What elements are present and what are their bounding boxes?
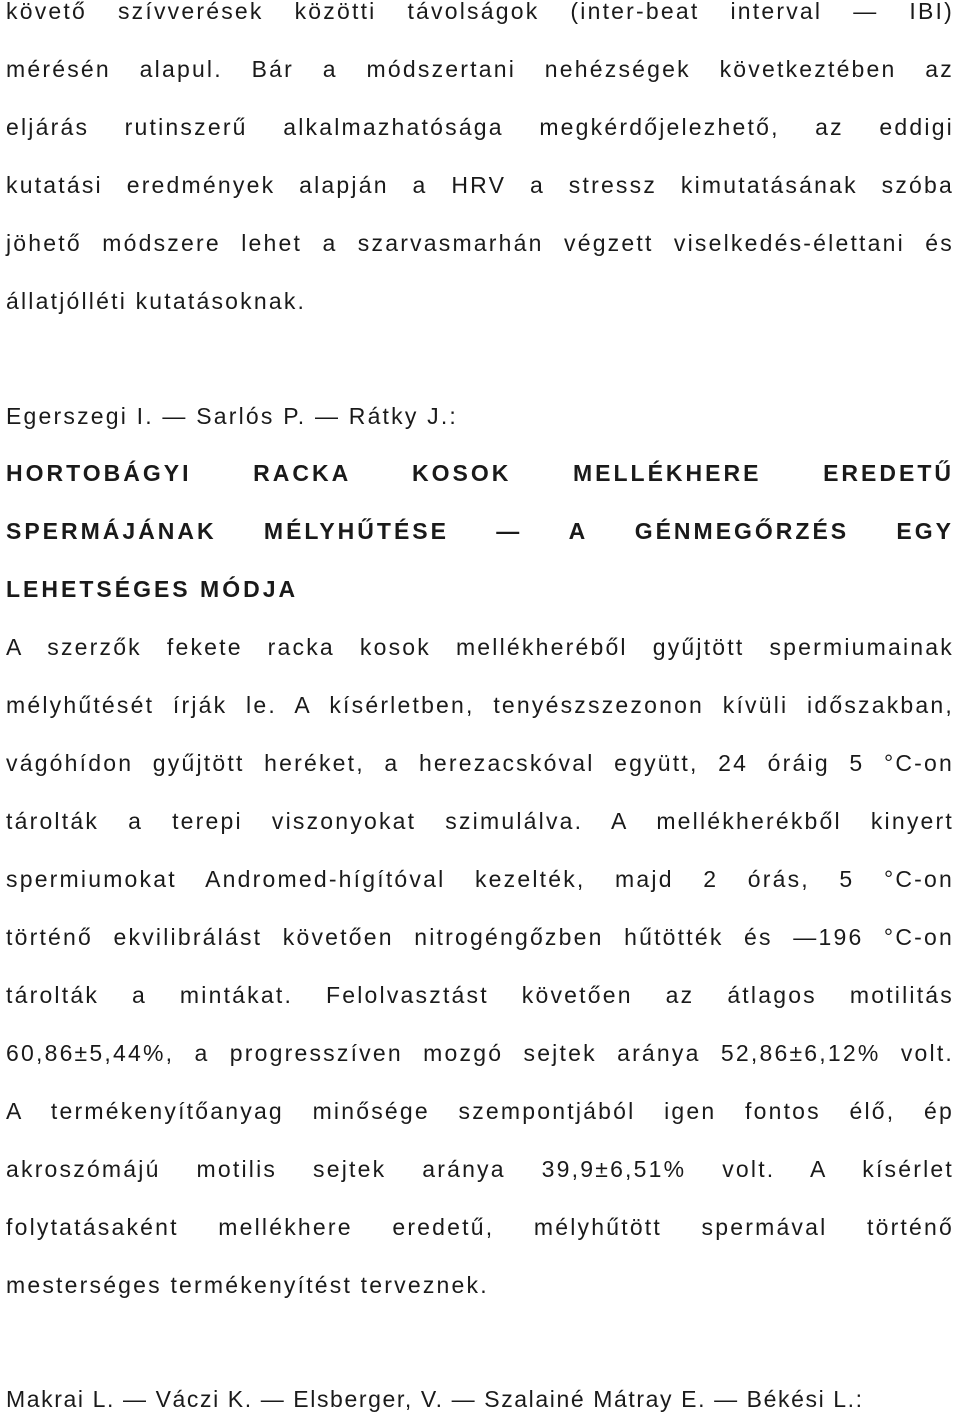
- abstract-line-7: tárolták a mintákat. Felolvasztást követően az átlagos motilitás: [6, 982, 954, 1008]
- intro-line-4: kutatási eredmények alapján a HRV a stressz kimutatásának szóba: [6, 172, 954, 198]
- abstract-line-5: spermiumokat Andromed-hígítóval kezelték, majd 2 órás, 5 °C-on: [6, 866, 954, 892]
- abstract-line-3: vágóhídon gyűjtött heréket, a herezacskóval együtt, 24 óráig 5 °C-on: [6, 750, 954, 776]
- intro-line-2: mérésén alapul. Bár a módszertani nehézségek következtében az: [6, 56, 954, 82]
- abstract-line-9: A termékenyítőanyag minősége szempontjából igen fontos élő, ép: [6, 1098, 954, 1124]
- abstract-line-8: 60,86±5,44%, a progresszíven mozgó sejtek aránya 52,86±6,12% volt.: [6, 1040, 954, 1066]
- abstract-line-6: történő ekvilibrálást követően nitrogéngőzben hűtötték és —196 °C-on: [6, 924, 954, 950]
- abstract-line-12: mesterséges termékenyítést terveznek.: [6, 1272, 489, 1298]
- abstract-line-2: mélyhűtését írják le. A kísérletben, tenyészszezonon kívüli időszakban,: [6, 692, 954, 718]
- abstract-line-10: akroszómájú motilis sejtek aránya 39,9±6,51% volt. A kísérlet: [6, 1156, 954, 1182]
- article-title-line-3: LEHETSÉGES MÓDJA: [6, 576, 299, 602]
- article-title-line-2: SPERMÁJÁNAK MÉLYHŰTÉSE — A GÉNMEGŐRZÉS EGY: [6, 518, 954, 544]
- intro-line-5: jöhető módszere lehet a szarvasmarhán végzett viselkedés-élettani és: [6, 230, 954, 256]
- abstract-line-1: A szerzők fekete racka kosok mellékheréből gyűjtött spermiumainak: [6, 634, 954, 660]
- article-authors: Egerszegi I. — Sarlós P. — Rátky J.:: [6, 403, 459, 429]
- next-article-authors: Makrai L. — Váczi K. — Elsberger, V. — Szalainé Mátray E. — Békési L.:: [6, 1386, 864, 1412]
- abstract-line-11: folytatásaként mellékhere eredetű, mélyhűtött spermával történő: [6, 1214, 954, 1240]
- intro-line-6: állatjólléti kutatásoknak.: [6, 288, 307, 314]
- abstract-line-4: tárolták a terepi viszonyokat szimulálva. A mellékherékből kinyert: [6, 808, 954, 834]
- article-title-line-1: HORTOBÁGYI RACKA KOSOK MELLÉKHERE EREDETŰ: [6, 460, 954, 486]
- intro-line-1: követő szívverések közötti távolságok (inter-beat interval — IBI): [6, 0, 954, 24]
- intro-line-3: eljárás rutinszerű alkalmazhatósága megkérdőjelezhető, az eddigi: [6, 114, 954, 140]
